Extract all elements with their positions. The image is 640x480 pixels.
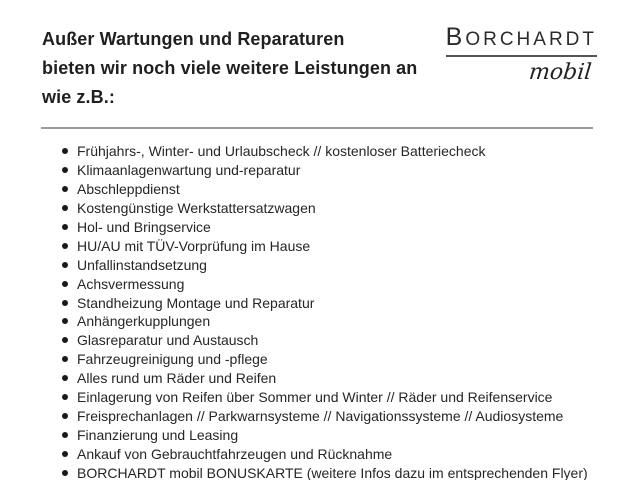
list-item-label: Glasreparatur und Austausch bbox=[77, 332, 259, 349]
list-item-label: Klimaanlagenwartung und-reparatur bbox=[77, 162, 301, 179]
header-line-1: Außer Wartungen und Reparaturen bbox=[42, 29, 345, 49]
list-item-label: Frühjahrs-, Winter- und Urlaubscheck // kostenloser Batteriecheck bbox=[77, 143, 486, 160]
bullet-icon bbox=[62, 356, 68, 362]
list-item-label: Einlagerung von Reifen über Sommer und Winter // Räder und Reifenservice bbox=[77, 389, 553, 406]
list-item bbox=[62, 444, 640, 463]
bullet-icon bbox=[62, 470, 68, 476]
list-item bbox=[62, 236, 640, 255]
list-item-label: Hol- und Bringservice bbox=[77, 219, 211, 235]
list-item bbox=[62, 406, 640, 425]
bullet-icon bbox=[62, 243, 68, 249]
list-item-label: Standheizung Montage und Reparatur bbox=[77, 294, 315, 311]
bullet-icon bbox=[62, 337, 68, 343]
list-item-label: Unfallinstandsetzung bbox=[77, 256, 207, 273]
list-item bbox=[62, 388, 640, 407]
bullet-icon bbox=[62, 205, 68, 211]
list-item-label: BORCHARDT mobil BONUSKARTE (weitere Infos dazu im entsprechenden Flyer) bbox=[77, 464, 588, 480]
list-item-label: Ankauf von Gebrauchtfahrzeugen und Rücknahme bbox=[77, 445, 393, 462]
list-item bbox=[62, 199, 640, 218]
logo-wordmark: BORCHARDT bbox=[446, 27, 597, 57]
list-item bbox=[62, 369, 640, 388]
list-item-label: Anhängerkupplungen bbox=[77, 313, 211, 330]
list-item-label: Finanzierung und Leasing bbox=[77, 426, 239, 443]
bullet-icon bbox=[62, 432, 68, 438]
list-item bbox=[62, 463, 640, 480]
list-item bbox=[62, 255, 640, 274]
bullet-icon bbox=[62, 281, 68, 287]
list-item bbox=[62, 180, 640, 199]
list-item bbox=[62, 161, 640, 180]
bullet-icon bbox=[62, 186, 68, 192]
bullet-icon bbox=[62, 318, 68, 324]
bullet-icon bbox=[62, 413, 68, 419]
header bbox=[0, 0, 640, 112]
list-item-label: Freisprechanlagen // Parkwarnsysteme // Navigationssysteme // Audiosysteme bbox=[77, 407, 564, 424]
list-item bbox=[62, 312, 640, 331]
list-item bbox=[62, 274, 640, 293]
list-item-label: Achsvermessung bbox=[77, 275, 185, 292]
list-item-label: HU/AU mit TÜV-Vorprüfung im Hause bbox=[77, 237, 311, 254]
bullet-icon bbox=[62, 300, 68, 306]
list-item bbox=[62, 350, 640, 369]
bullet-icon bbox=[62, 451, 68, 457]
bullet-icon bbox=[62, 224, 68, 230]
services-list bbox=[62, 142, 640, 480]
bullet-icon bbox=[62, 167, 68, 173]
divider-line bbox=[41, 127, 593, 129]
logo-tagline-script: mobil bbox=[527, 60, 593, 85]
list-item-label: Kostengünstige Werkstattersatzwagen bbox=[77, 200, 316, 217]
list-item bbox=[62, 425, 640, 444]
bullet-icon bbox=[62, 375, 68, 381]
list-item-label: Alles rund um Räder und Reifen bbox=[77, 370, 277, 387]
header-text bbox=[42, 25, 446, 112]
borchardt-logo bbox=[445, 23, 597, 85]
list-item bbox=[62, 293, 640, 312]
list-item bbox=[62, 142, 640, 161]
bullet-icon bbox=[62, 394, 68, 400]
bullet-icon bbox=[62, 262, 68, 268]
list-item-label: Fahrzeugreinigung und -pflege bbox=[77, 351, 268, 368]
list-item bbox=[62, 331, 640, 350]
list-item bbox=[62, 218, 640, 237]
bullet-icon bbox=[62, 148, 68, 154]
list-item-label: Abschleppdienst bbox=[77, 181, 180, 198]
header-line-2: bieten wir noch viele weitere Leistungen an wie z.B.: bbox=[42, 58, 418, 107]
